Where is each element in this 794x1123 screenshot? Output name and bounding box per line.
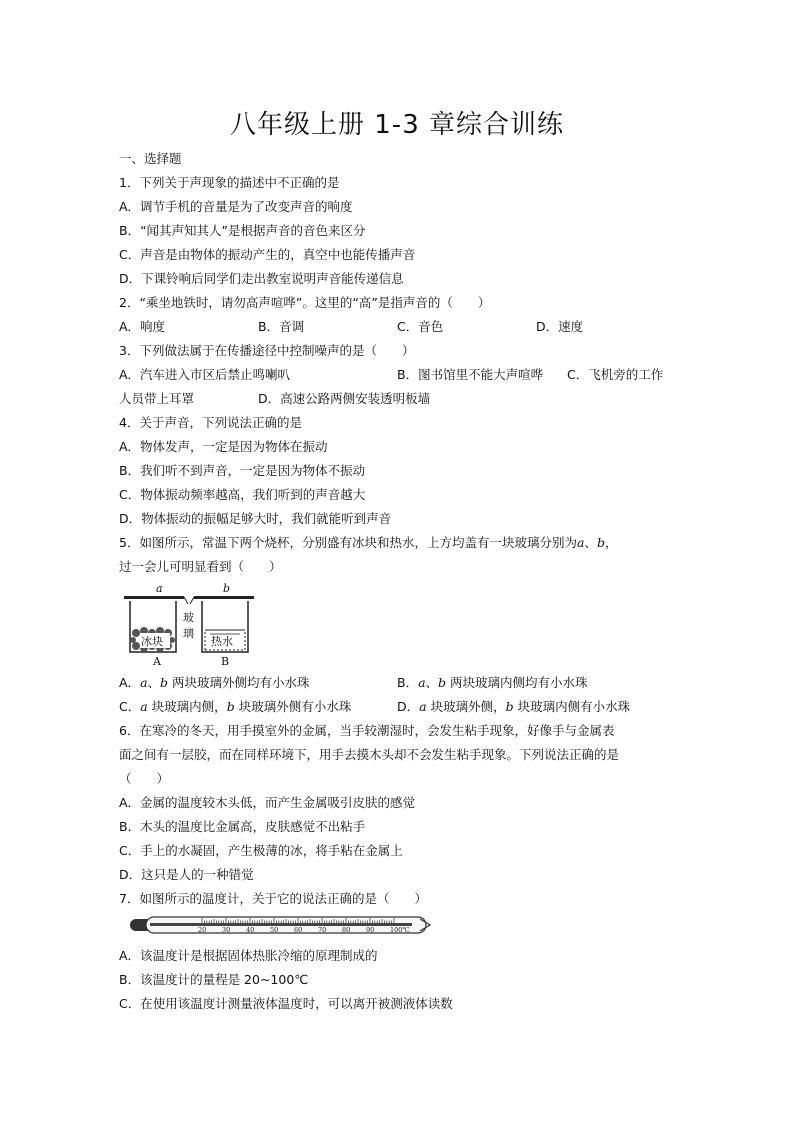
thermometer-scale-label: 50: [270, 926, 279, 934]
q3-option-c-cont: 人员带上耳罩: [119, 391, 195, 406]
q1-stem: 1．下列关于声现象的描述中不正确的是: [119, 175, 340, 190]
thermometer-scale-label: 70: [318, 926, 327, 934]
q3-stem: 3．下列做法属于在传播途径中控制噪声的是（ ）: [119, 343, 415, 358]
glass-plate-a: [124, 596, 184, 599]
fig-beaker-A: A: [153, 655, 161, 668]
q5-option-d: D．a 块玻璃外侧，b 块玻璃内侧有小水珠: [397, 699, 631, 714]
q4-option-b: B．我们听不到声音，一定是因为物体不振动: [119, 463, 366, 478]
thermometer-scale-label: 40: [246, 926, 255, 934]
thermometer-scale-label: 80: [342, 926, 351, 934]
thermometer-figure: [128, 913, 436, 945]
q6-stem-line2: 面之间有一层胶，而在同样环境下，用手去摸木头却不会发生粘手现象。下列说法正确的是: [119, 747, 620, 762]
q3-option-a: A．汽车进入市区后禁止鸣喇叭: [119, 367, 291, 382]
q4-option-a: A．物体发声，一定是因为物体在振动: [119, 439, 328, 454]
q1-option-c: C．声音是由物体的振动产生的，真空中也能传播声音: [119, 247, 416, 262]
thermometer-scale-label: 90: [366, 926, 375, 934]
q6-option-b: B．木头的温度比金属高，皮肤感觉不出粘手: [119, 819, 366, 834]
q6-option-a: A．金属的温度较木头低，而产生金属吸引皮肤的感觉: [119, 795, 416, 810]
q2-option-c: C．音色: [397, 319, 444, 334]
fig-label-a: a: [156, 582, 163, 595]
fig-hot-water-label: 热水: [211, 635, 233, 648]
q7-option-c: C．在使用该温度计测量液体温度时，可以离开被测液体读数: [119, 996, 453, 1011]
q6-stem-line1: 6．在寒冷的冬天，用手摸室外的金属，当手较潮湿时，会发生粘手现象，好像手与金属表: [119, 723, 615, 738]
fig-ice-label: 冰块: [141, 635, 163, 648]
thermometer-scale-label: 30: [222, 926, 231, 934]
q6-option-c: C．手上的水凝固，产生极薄的冰，将手粘在金属上: [119, 843, 403, 858]
q1-option-d: D．下课铃响后同学们走出教室说明声音能传递信息: [119, 271, 404, 286]
fig-glass-label-2: 璃: [183, 627, 194, 640]
q7-option-b: B．该温度计的量程是 20~100℃: [119, 972, 309, 987]
q6-stem-line3: （ ）: [119, 771, 170, 786]
q3-option-b: B．图书馆里不能大声喧哗: [397, 367, 544, 382]
q4-stem: 4．关于声音，下列说法正确的是: [119, 415, 302, 430]
q3-option-c: C．飞机旁的工作: [567, 367, 664, 382]
thermometer-scale-label: 20: [198, 926, 207, 934]
fig-beaker-B: B: [221, 655, 230, 668]
q5-option-c: C．a 块玻璃内侧，b 块玻璃外侧有小水珠: [119, 699, 352, 714]
q6-option-d: D．这只是人的一种错觉: [119, 867, 254, 882]
q7-stem: 7．如图所示的温度计，关于它的说法正确的是（ ）: [119, 891, 427, 906]
q2-option-a: A．响度: [119, 319, 166, 334]
section-heading: 一、选择题: [119, 151, 182, 166]
q1-option-a: A．调节手机的音量是为了改变声音的响度: [119, 199, 353, 214]
q2-stem: 2．“乘坐地铁时，请勿高声喧哗”。这里的“高”是指声音的（ ）: [119, 295, 491, 310]
q2-option-d: D．速度: [536, 319, 584, 334]
q7-option-a: A．该温度计是根据固体热胀冷缩的原理制成的: [119, 948, 378, 963]
q3-option-d: D．高速公路两侧安装透明板墙: [258, 391, 431, 406]
q4-option-c: C．物体振动频率越高，我们听到的声音越大: [119, 487, 366, 502]
q1-option-b: B．“闻其声知其人”是根据声音的音色来区分: [119, 223, 366, 238]
fig-label-b: b: [223, 582, 231, 595]
thermometer-scale-label: 60: [294, 926, 303, 934]
beakers-figure: [118, 580, 263, 668]
q5-option-b: B．a、b 两块玻璃内侧均有小水珠: [397, 675, 588, 690]
q2-option-b: B．音调: [258, 319, 305, 334]
page-title: 八年级上册 1-3 章综合训练: [230, 110, 564, 140]
q4-option-d: D．物体振动的振幅足够大时，我们就能听到声音: [119, 511, 392, 526]
q5-stem-line1: 5．如图所示，常温下两个烧杯，分别盛有冰块和热水，上方均盖有一块玻璃分别为a、b，: [119, 535, 618, 550]
fig-glass-label-1: 玻: [183, 611, 194, 624]
thermometer-scale-label: 100℃: [390, 926, 410, 934]
q5-option-a: A．a、b 两块玻璃外侧均有小水珠: [119, 675, 310, 690]
q5-stem-line2: 过一会儿可明显看到（ ）: [119, 559, 282, 574]
glass-plate-b: [194, 596, 254, 599]
